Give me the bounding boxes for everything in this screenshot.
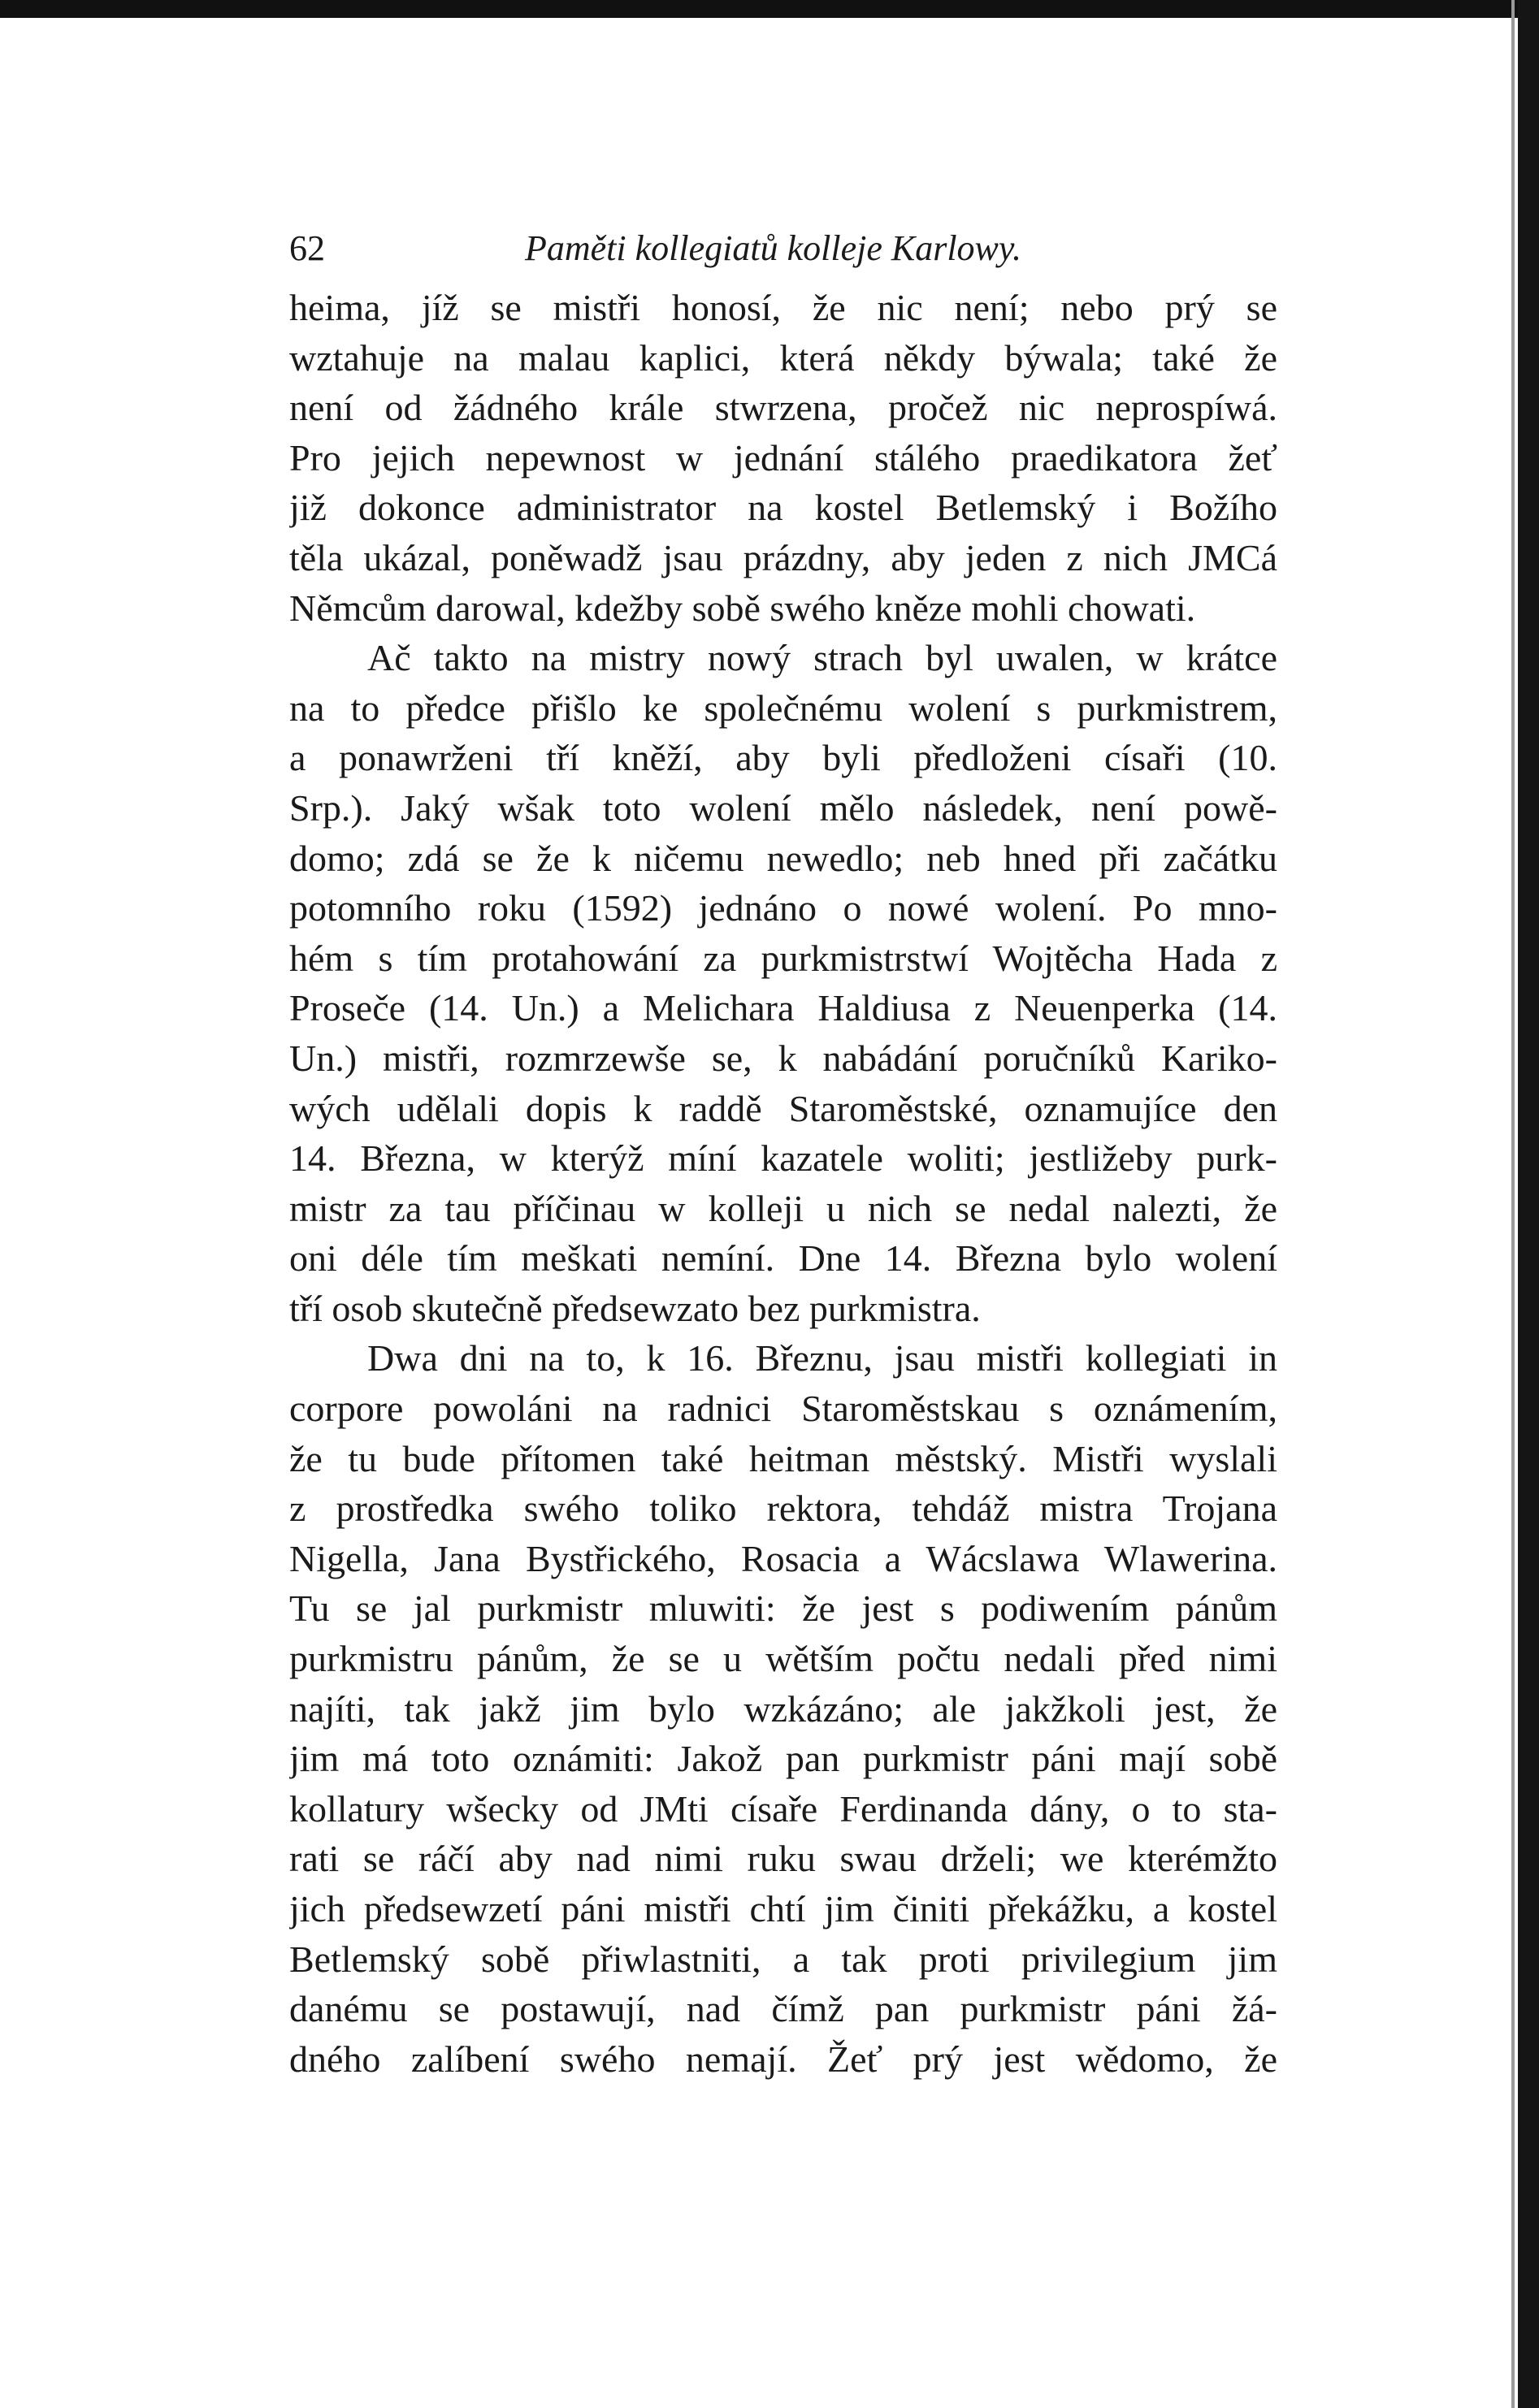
text-line: purkmistru pánům, že se u wětším počtu nedali před nimi <box>289 1638 1277 1680</box>
text-line: není od žádného krále stwrzena, pročež nic neprospíwá. <box>289 387 1277 429</box>
paragraph-start-line: Ač takto na mistry nowý strach byl uwalen, w krátce <box>367 637 1277 679</box>
text-line: jich předsewzetí páni mistři chtí jim činiti překážku, a kostel <box>289 1888 1277 1929</box>
text-line: na to předce přišlo ke společnému wolení s purkmistrem, <box>289 686 1277 729</box>
running-title: Paměti kollegiatů kolleje Karlowy. <box>525 228 1021 268</box>
text-line: danému se postawují, nad čímž pan purkmistr páni žá- <box>289 1988 1277 2030</box>
text-line: Tu se jal purkmistr mluwiti: že jest s podiwením pánům <box>289 1587 1277 1630</box>
body-text <box>289 283 1277 2084</box>
text-line: jim má toto oznámiti: Jakož pan purkmistr páni mají sobě <box>289 1738 1277 1780</box>
text-line: 14. Března, w kterýž míní kazatele woliti; jestližeby purk- <box>289 1137 1277 1180</box>
book-page <box>289 224 1277 2084</box>
paragraph-start-line: Dwa dni na to, k 16. Březnu, jsau mistři kollegiati in <box>367 1337 1277 1379</box>
text-line: Un.) mistři, rozmrzewše se, k nabádání poručníků Kariko- <box>289 1037 1277 1079</box>
text-line: domo; zdá se že k ničemu newedlo; neb hned při začátku <box>289 837 1277 879</box>
text-line: těla ukázal, poněwadž jsau prázdny, aby jeden z nich JMCá <box>289 536 1277 578</box>
scan-top-border <box>0 0 1539 18</box>
text-line: že tu bude přítomen také heitman městský. Mistři wyslali <box>289 1437 1277 1479</box>
text-line: dného zalíbení swého nemají. Žeť prý jest wědomo, že <box>289 2038 1277 2080</box>
text-line: potomního roku (1592) jednáno o nowé wolení. Po mno- <box>289 887 1277 929</box>
text-line: hém s tím protahowání za purkmistrstwí Wojtěcha Hada z <box>289 937 1277 979</box>
text-line: rati se ráčí aby nad nimi ruku swau drželi; we kterémžto <box>289 1838 1277 1880</box>
text-line: Srp.). Jaký wšak toto wolení mělo následek, není powě- <box>289 786 1277 829</box>
scan-edge-line <box>1511 0 1515 2408</box>
page-number: 62 <box>289 228 325 268</box>
text-line: Pro jejich nepewnost w jednání stálého praedikatora žeť <box>289 436 1277 479</box>
text-line: Nigella, Jana Bystřického, Rosacia a Wácslawa Wlawerina. <box>289 1537 1277 1579</box>
text-line: Betlemský sobě přiwlastniti, a tak proti privilegium jim <box>289 1938 1277 1980</box>
text-line: najíti, tak jakž jim bylo wzkázáno; ale jakžkoli jest, že <box>289 1687 1277 1730</box>
text-line: oni déle tím meškati nemíní. Dne 14. Března bylo wolení <box>289 1237 1277 1280</box>
text-line: a ponawrženi tří kněží, aby byli předloženi císaři (10. <box>289 737 1277 779</box>
text-line: wých udělali dopis k raddě Staroměstské, oznamujíce den <box>289 1087 1277 1129</box>
text-line: mistr za tau příčinau w kolleji u nich se nedal nalezti, že <box>289 1187 1277 1229</box>
running-head <box>289 224 1277 283</box>
text-line: z prostředka swého toliko rektora, tehdáž mistra Trojana <box>289 1488 1277 1530</box>
text-line: Němcům darowal, kdežby sobě swého kněze mohli chowati. <box>289 587 1196 629</box>
text-line: Proseče (14. Un.) a Melichara Haldiusa z Neuenperka (14. <box>289 987 1277 1029</box>
scan-right-border <box>1518 0 1539 2408</box>
text-line: wztahuje na malau kaplici, která někdy býwala; také že <box>289 336 1277 379</box>
text-line: heima, jíž se mistři honosí, že nic není; nebo prý se <box>289 287 1277 328</box>
text-line: již dokonce administrator na kostel Betlemský i Božího <box>289 487 1277 529</box>
text-line: kollatury wšecky od JMti císaře Ferdinanda dány, o to sta- <box>289 1787 1277 1830</box>
text-line: tří osob skutečně předsewzato bez purkmistra. <box>289 1287 981 1329</box>
text-line: corpore powoláni na radnici Staroměstskau s oznámením, <box>289 1388 1277 1430</box>
